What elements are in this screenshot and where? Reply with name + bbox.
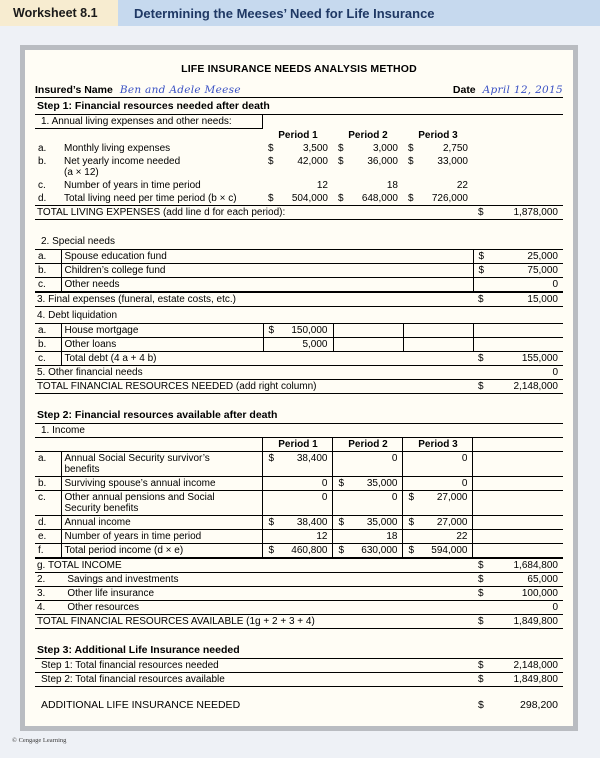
- row-desc-line2: benefits: [64, 463, 100, 475]
- row-p2: [333, 543, 403, 557]
- total-income-row: [35, 558, 563, 573]
- cell-value: 36,000: [367, 155, 398, 167]
- dollar-sign: $: [408, 491, 415, 503]
- amount: 65,000: [527, 573, 558, 585]
- cell-value: 504,000: [291, 192, 328, 204]
- row-amount: [473, 277, 563, 291]
- amount: 75,000: [527, 264, 558, 276]
- step2-income-table: [35, 424, 563, 558]
- cell-value: 38,400: [296, 516, 328, 528]
- amount: 2,148,000: [513, 380, 558, 392]
- row-desc: Total living need per time period (b × c): [64, 192, 237, 204]
- step3-line2-label: Step 2: Total financial resources available: [41, 673, 225, 685]
- date-label: Date: [452, 84, 476, 96]
- other-life-insurance-value: [473, 587, 563, 600]
- row-desc: Children’s college fund: [61, 263, 473, 277]
- period2-header: Period 2: [333, 437, 403, 451]
- total-resources-available-label: TOTAL FINANCIAL RESOURCES AVAILABLE (1g + 2 + 3 + 4): [37, 615, 315, 627]
- row-desc-line1: Annual Social Security survivor’s: [64, 452, 210, 464]
- amount: 25,000: [527, 250, 558, 262]
- row-p2: [333, 476, 403, 490]
- table-row: [35, 451, 563, 476]
- table-row: [35, 249, 563, 263]
- row-desc: Other resources: [67, 601, 140, 613]
- cell-value: 630,000: [361, 544, 398, 556]
- insured-name-value: Ben and Adele Meese: [119, 84, 241, 96]
- row-p1: [263, 192, 333, 205]
- final-expenses-row: [35, 292, 563, 307]
- table-row: [35, 277, 563, 291]
- cell-value: 38,400: [296, 452, 328, 464]
- worksheet-banner: [0, 0, 600, 26]
- step1-section2-label: 2. Special needs: [41, 235, 115, 247]
- cell-value: 3,500: [302, 142, 328, 154]
- other-resources-row: [35, 601, 563, 615]
- dollar-sign: $: [337, 155, 344, 167]
- row-p1: [263, 337, 333, 351]
- cell-value: 594,000: [431, 544, 468, 556]
- section1-label: 1. Annual living expenses and other needs:: [35, 115, 263, 129]
- row-p3: [403, 543, 473, 557]
- row-number: 4.: [37, 601, 46, 613]
- row-desc: Total period income (d × e): [61, 543, 263, 557]
- total-income-value: [473, 559, 563, 572]
- step3-line2-value: [473, 673, 563, 686]
- savings-investments-value: [473, 573, 563, 586]
- row-desc: Spouse education fund: [61, 249, 473, 263]
- period1-header: Period 1: [278, 129, 318, 141]
- dollar-sign: $: [478, 615, 484, 627]
- row-letter: d.: [35, 515, 61, 529]
- row-p3: 22: [403, 529, 473, 543]
- table-row: [35, 142, 563, 155]
- total-debt-row: [35, 351, 563, 365]
- copyright-notice: © Cengage Learning: [12, 736, 67, 744]
- amount: 15,000: [527, 293, 558, 305]
- row-p2: [333, 515, 403, 529]
- other-resources-value: [473, 601, 563, 614]
- dollar-sign: $: [478, 573, 484, 585]
- row-letter: a.: [35, 451, 61, 476]
- spacer-after-total-living: [35, 220, 563, 233]
- dollar-sign: $: [268, 544, 275, 556]
- row-p2: [333, 337, 403, 351]
- period1-header: Period 1: [263, 437, 333, 451]
- cell-value: 0: [391, 452, 398, 464]
- worksheet-number-tag: Worksheet 8.1: [0, 0, 118, 26]
- bottom-spacer: [35, 711, 563, 718]
- cell-value: 0: [321, 491, 328, 503]
- row-desc: [61, 155, 263, 179]
- total-debt-value: [473, 351, 563, 365]
- row-p1: [263, 543, 333, 557]
- row-p2: 18: [386, 179, 398, 191]
- total-resources-available-value: [473, 615, 563, 628]
- row-p1: [263, 142, 333, 155]
- dollar-sign: $: [478, 380, 484, 392]
- other-financial-needs-label: 5. Other financial needs: [37, 366, 143, 378]
- additional-insurance-needed-value: [473, 699, 563, 711]
- row-desc: House mortgage: [61, 324, 263, 338]
- cell-value: 33,000: [437, 155, 468, 167]
- row-number: 2.: [37, 573, 46, 585]
- spacer-before-step3: [35, 629, 563, 642]
- dollar-sign: $: [408, 516, 415, 528]
- row-right: [473, 324, 563, 338]
- table-row: [35, 490, 563, 515]
- total-living-expenses-row: [35, 205, 563, 220]
- date-value: April 12, 2015: [482, 84, 563, 96]
- row-desc-line1: Net yearly income needed: [64, 155, 181, 167]
- final-expenses-label: 3. Final expenses (funeral, estate costs, etc.): [37, 293, 236, 305]
- row-amount: [473, 263, 563, 277]
- row-p2: [333, 451, 403, 476]
- table-row: [35, 263, 563, 277]
- period-header-row: [35, 129, 563, 142]
- row-desc: Savings and investments: [67, 573, 179, 585]
- row-p2: [333, 490, 403, 515]
- amount: 0: [552, 278, 558, 290]
- table-row: [35, 543, 563, 557]
- row-right: [473, 337, 563, 351]
- cell-value: 2,750: [442, 142, 468, 154]
- other-financial-needs-row: [35, 365, 563, 380]
- dollar-sign: $: [478, 559, 484, 571]
- amount: 2,148,000: [513, 659, 558, 671]
- amount: 1,849,800: [513, 615, 558, 627]
- row-p3: [403, 490, 473, 515]
- row-p3: [403, 142, 473, 155]
- dollar-sign: $: [478, 673, 484, 685]
- dollar-sign: $: [337, 192, 344, 204]
- table-row: [35, 515, 563, 529]
- dollar-sign: $: [267, 142, 274, 154]
- row-desc-line2: Security benefits: [64, 502, 139, 514]
- row-desc: Annual income: [61, 515, 263, 529]
- amount: 1,849,800: [513, 673, 558, 685]
- worksheet-frame-wrapper: [0, 26, 600, 731]
- row-p3: [403, 155, 473, 179]
- dollar-sign: $: [268, 516, 275, 528]
- step1-section1-table: [35, 115, 563, 205]
- row-p1: 12: [316, 179, 328, 191]
- amount: 5,000: [302, 338, 328, 350]
- dollar-sign: $: [407, 142, 414, 154]
- period3-header: Period 3: [403, 437, 473, 451]
- other-life-insurance-row: [35, 587, 563, 601]
- row-desc: [61, 451, 263, 476]
- dollar-sign: $: [478, 587, 484, 599]
- row-p2: 18: [333, 529, 403, 543]
- total-living-expenses-label: TOTAL LIVING EXPENSES (add line d for each period):: [37, 206, 286, 218]
- step3-line1-label: Step 1: Total financial resources needed: [41, 659, 219, 671]
- row-p3: [403, 324, 473, 338]
- savings-investments-label: [35, 573, 473, 586]
- insured-name-label: Insured’s Name: [35, 84, 113, 96]
- row-desc: [61, 490, 263, 515]
- step3-line1-row: [35, 659, 563, 673]
- row-desc: Monthly living expenses: [64, 142, 171, 154]
- dollar-sign: $: [267, 192, 274, 204]
- step2-section1-label: 1. Income: [35, 424, 563, 438]
- row-letter: a.: [35, 324, 61, 338]
- step2-section1-label-row: [35, 424, 563, 438]
- row-letter: c.: [35, 277, 61, 291]
- other-resources-label: [35, 601, 473, 614]
- dollar-sign: $: [478, 264, 485, 276]
- table-row: [35, 179, 563, 192]
- period2-header: Period 2: [348, 129, 388, 141]
- step3-line1-value: [473, 659, 563, 672]
- amount: 1,684,800: [513, 559, 558, 571]
- amount: 298,200: [520, 698, 558, 711]
- row-p2: [333, 155, 403, 179]
- cell-value: 3,000: [372, 142, 398, 154]
- row-p2: [333, 192, 403, 205]
- step1-heading: Step 1: Financial resources needed after death: [35, 98, 563, 115]
- row-p3: [403, 451, 473, 476]
- dollar-sign: $: [478, 293, 484, 305]
- section1-label-row: [35, 115, 563, 129]
- cell-value: 0: [461, 452, 468, 464]
- row-desc: Surviving spouse’s annual income: [61, 476, 263, 490]
- dollar-sign: $: [268, 452, 275, 464]
- row-letter: d.: [38, 192, 47, 204]
- step1-section4-label: 4. Debt liquidation: [35, 307, 563, 324]
- period3-header: Period 3: [418, 129, 458, 141]
- worksheet-title: Determining the Meeses’ Need for Life Insurance: [118, 0, 600, 26]
- special-needs-table: [35, 249, 563, 292]
- dollar-sign: $: [407, 155, 414, 167]
- table-row: [35, 155, 563, 179]
- other-life-insurance-label: [35, 587, 473, 600]
- cell-value: 0: [391, 491, 398, 503]
- cell-value: 35,000: [366, 516, 398, 528]
- dollar-sign: $: [478, 698, 484, 711]
- row-letter: b.: [35, 337, 61, 351]
- row-p1: [263, 155, 333, 179]
- row-desc: Other needs: [61, 277, 473, 291]
- step2-heading: Step 2: Financial resources available after death: [35, 407, 563, 424]
- total-resources-needed-label: TOTAL FINANCIAL RESOURCES NEEDED (add right column): [37, 380, 317, 392]
- cell-value: 42,000: [297, 155, 328, 167]
- row-p3: [403, 337, 473, 351]
- table-row: [35, 192, 563, 205]
- row-letter: b.: [35, 263, 61, 277]
- row-letter: f.: [35, 543, 61, 557]
- table-row: [35, 476, 563, 490]
- cell-value: 27,000: [436, 516, 468, 528]
- row-letter: c.: [38, 179, 46, 191]
- dollar-sign: $: [407, 192, 414, 204]
- spacer-before-step2: [35, 394, 563, 407]
- dollar-sign: $: [337, 142, 344, 154]
- cell-value: 35,000: [366, 477, 398, 489]
- row-desc-line1: Other annual pensions and Social: [64, 491, 215, 503]
- amount: 0: [552, 366, 558, 378]
- row-p1: [263, 515, 333, 529]
- row-p2: [333, 324, 403, 338]
- row-desc: Other life insurance: [67, 587, 155, 599]
- row-p3: [403, 192, 473, 205]
- amount: 155,000: [521, 352, 558, 364]
- row-p1: [263, 324, 333, 338]
- document-title: LIFE INSURANCE NEEDS ANALYSIS METHOD: [181, 63, 417, 75]
- amount: 150,000: [291, 324, 328, 336]
- step3-heading: Step 3: Additional Life Insurance needed: [35, 642, 563, 659]
- other-financial-needs-value: [473, 366, 563, 379]
- row-letter: b.: [35, 476, 61, 490]
- amount: 0: [552, 601, 558, 613]
- dollar-sign: $: [478, 250, 485, 262]
- total-resources-needed-value: [473, 380, 563, 393]
- step3-line2-row: [35, 673, 563, 687]
- cell-value: 460,800: [291, 544, 328, 556]
- row-letter: a.: [35, 249, 61, 263]
- total-income-label: g. TOTAL INCOME: [37, 559, 122, 571]
- total-living-expenses-value: [473, 206, 563, 219]
- row-number: 3.: [37, 587, 46, 599]
- total-resources-needed-row: [35, 380, 563, 394]
- row-letter: c.: [35, 490, 61, 515]
- amount: 1,878,000: [513, 206, 558, 218]
- savings-investments-row: [35, 573, 563, 587]
- row-letter: b.: [38, 155, 47, 167]
- row-p1: 12: [263, 529, 333, 543]
- row-amount: [473, 249, 563, 263]
- dollar-sign: $: [478, 352, 484, 364]
- row-desc-line2: (a × 12): [64, 166, 99, 178]
- row-p3: 22: [456, 179, 468, 191]
- row-p1: [263, 451, 333, 476]
- dollar-sign: $: [338, 544, 345, 556]
- dollar-sign: $: [338, 477, 345, 489]
- dollar-sign: $: [267, 155, 274, 167]
- row-letter: a.: [38, 142, 47, 154]
- additional-insurance-needed-label: ADDITIONAL LIFE INSURANCE NEEDED: [41, 698, 241, 711]
- final-expenses-value: [473, 293, 563, 306]
- table-row: [35, 324, 563, 338]
- cell-value: 27,000: [436, 491, 468, 503]
- dollar-sign: $: [338, 516, 345, 528]
- cell-value: 648,000: [361, 192, 398, 204]
- cell-value: 0: [321, 477, 328, 489]
- row-p1: [263, 476, 333, 490]
- debt-liquidation-table: [35, 324, 563, 365]
- worksheet-paper: [20, 45, 578, 731]
- row-p1: [263, 490, 333, 515]
- row-p3: [403, 476, 473, 490]
- cell-value: 0: [461, 477, 468, 489]
- table-row: [35, 337, 563, 351]
- row-desc: Number of years in time period: [61, 529, 263, 543]
- dollar-sign: $: [478, 659, 484, 671]
- total-resources-available-row: [35, 615, 563, 629]
- dollar-sign: $: [268, 324, 275, 336]
- row-letter: c.: [35, 351, 61, 365]
- additional-insurance-needed-row: [35, 687, 563, 711]
- dollar-sign: $: [408, 544, 415, 556]
- amount: 100,000: [521, 587, 558, 599]
- row-p2: [333, 142, 403, 155]
- table-row: [35, 529, 563, 543]
- row-desc: Number of years in time period: [64, 179, 201, 191]
- total-debt-label: Total debt (4 a + 4 b): [61, 351, 473, 365]
- period-header-row: [35, 437, 563, 451]
- cell-value: 726,000: [431, 192, 468, 204]
- insured-name-date-row: [35, 84, 563, 98]
- row-letter: e.: [35, 529, 61, 543]
- row-desc: Other loans: [61, 337, 263, 351]
- row-p3: [403, 515, 473, 529]
- dollar-sign: $: [478, 206, 484, 218]
